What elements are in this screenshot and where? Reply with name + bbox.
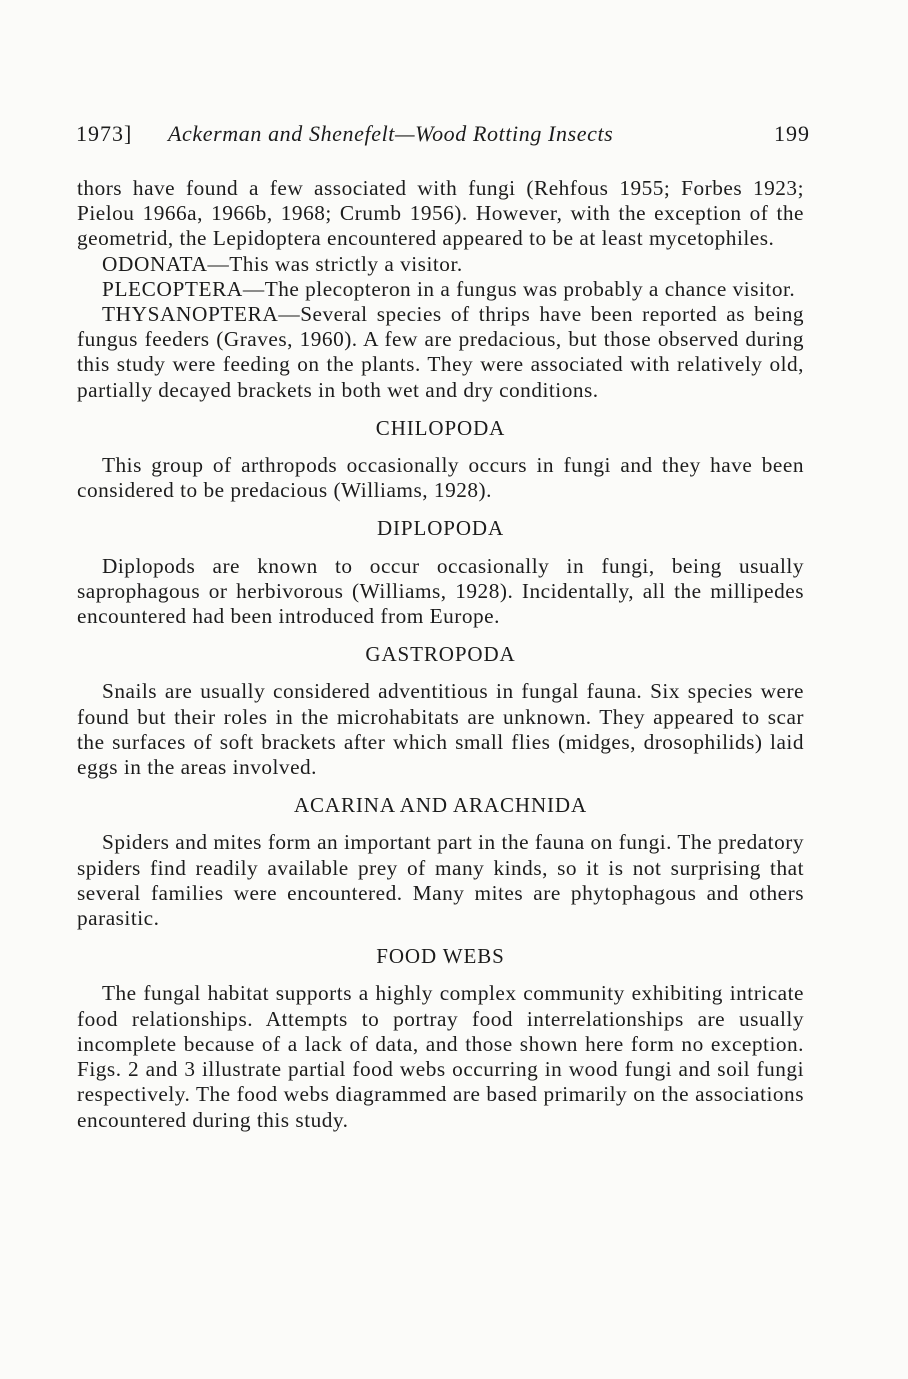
paragraph-acarina-arachnida: Spiders and mites form an important part in the fauna on fungi. The predatory spiders find readily available prey of many kinds, so it is not surprising that several families were encountered. Many mites are phytophagous and others parasitic.	[77, 830, 804, 931]
body-text	[77, 176, 804, 1133]
odonata-text: —This was strictly a visitor.	[207, 251, 463, 276]
paragraph-gastropoda: Snails are usually considered adventitious in fungal fauna. Six species were found but their roles in the microhabitats are unknown. They appeared to scar the surfaces of soft brackets after which small flies (midges, drosophilids) laid eggs in the areas involved.	[77, 679, 804, 780]
thysanoptera-text: —Several species of thrips have been reported as being fungus feeders (Graves, 1960). A few are predacious, but those observed during this study were feeding on the plants. They were associated with relatively old, partially decayed brackets in both wet and dry conditions.	[77, 302, 804, 402]
section-heading-gastropoda: GASTROPODA	[365, 642, 516, 667]
running-head	[76, 121, 810, 151]
section-heading-chilopoda: CHILOPODA	[375, 415, 506, 440]
thysanoptera-label: THYSANOPTERA	[102, 302, 279, 327]
running-head-year: 1973]	[76, 121, 133, 146]
running-head-title: Ackerman and Shenefelt—Wood Rotting Insects	[168, 121, 614, 146]
plecoptera-text: —The plecopteron in a fungus was probably a chance visitor.	[242, 276, 796, 301]
section-heading-food-webs: FOOD WEBS	[376, 944, 505, 969]
paragraph-odonata	[77, 252, 804, 277]
plecoptera-label: PLECOPTERA	[102, 276, 243, 301]
section-heading-acarina-arachnida: ACARINA AND ARACHNIDA	[293, 793, 588, 818]
paragraph-chilopoda: This group of arthropods occasionally occurs in fungi and they have been considered to be predacious (Williams, 1928).	[77, 453, 804, 503]
paragraph-thysanoptera	[77, 302, 804, 403]
section-heading-diplopoda: DIPLOPODA	[376, 516, 505, 541]
paragraph-lepidoptera-continued: thors have found a few associated with fungi (Rehfous 1955; Forbes 1923; Pielou 1966a, 1966b, 1968; Crumb 1956). However, with the exception of the geometrid, the Lepidoptera encountered appeared to be at least mycetophiles.	[77, 176, 804, 251]
paragraph-food-webs: The fungal habitat supports a highly complex community exhibiting intricate food relationships. Attempts to portray food interrelationships are usually incomplete because of a lack of data, and those shown here form no exception. Figs. 2 and 3 illustrate partial food webs occurring in wood fungi and soil fungi respectively. The food webs diagrammed are based primarily on the associations encountered during this study.	[77, 981, 804, 1132]
page-number: 199	[774, 121, 810, 146]
paragraph-diplopoda: Diplopods are known to occur occasionally in fungi, being usually saprophagous or herbivorous (Williams, 1928). Incidentally, all the millipedes encountered had been introduced from Europe.	[77, 553, 804, 629]
paragraph-plecoptera	[77, 277, 804, 302]
odonata-label: ODONATA	[102, 251, 208, 276]
